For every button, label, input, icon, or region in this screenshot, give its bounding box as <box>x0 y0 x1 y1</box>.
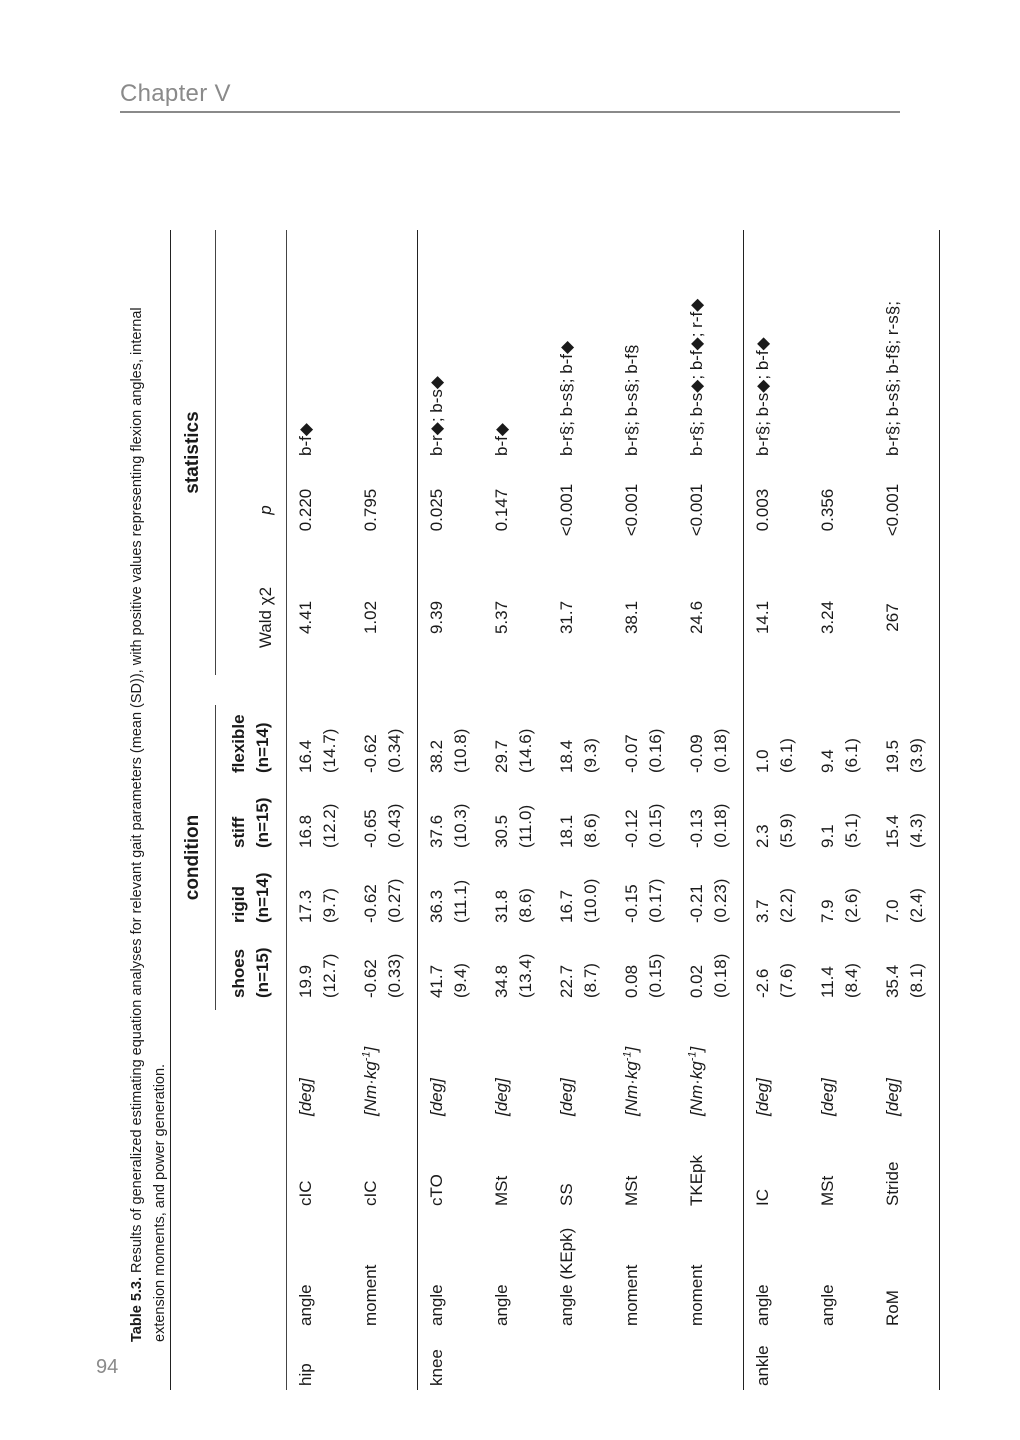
unit-cell <box>809 1010 874 1120</box>
mean-value: 0.02 <box>687 964 706 998</box>
value-cell <box>613 705 678 785</box>
unit-cell <box>613 1010 678 1120</box>
p-cell: 0.220 <box>296 488 315 532</box>
caption-text: Results of generalized estimating equation analyses for relevant gait parameters (mean (SD)), with positive values representing flexion angles, internal extension moments, and power generation. <box>129 307 168 1342</box>
mean-value: 36.3 <box>427 889 446 923</box>
sd-value: (8.4) <box>842 963 861 998</box>
sd-value: (0.23) <box>711 878 730 923</box>
sd-value: (0.15) <box>646 953 665 998</box>
sd-value: (12.2) <box>320 803 339 848</box>
sd-value: (13.4) <box>516 953 535 998</box>
table-row <box>287 230 352 1390</box>
value-cell <box>613 935 678 1010</box>
column-header-row <box>216 230 287 1390</box>
mean-value: 34.8 <box>492 964 511 998</box>
value-cell <box>287 705 352 785</box>
joint-cell: ankle <box>753 1345 772 1386</box>
header-rule <box>120 111 900 113</box>
parameter-cell: angle <box>492 1284 511 1326</box>
parameter-cell: moment <box>687 1264 706 1326</box>
unit-cell-text: [deg] <box>883 1078 902 1116</box>
chapter-header: Chapter V <box>120 80 231 107</box>
posthoc-cell: b-r§; b-s§; b-f§ <box>622 344 641 456</box>
event-cell: cIC <box>361 1180 380 1206</box>
value-cell <box>809 935 874 1010</box>
posthoc-cell <box>809 230 874 460</box>
value-cell <box>874 935 940 1010</box>
sd-value: (0.18) <box>711 953 730 998</box>
mean-value: -0.62 <box>361 959 380 998</box>
sd-value: (9.4) <box>451 963 470 998</box>
posthoc-cell: b-f◆ <box>296 423 315 456</box>
mean-value: 29.7 <box>492 739 511 773</box>
mean-value: 37.6 <box>427 814 446 848</box>
table-row <box>809 230 874 1390</box>
mean-value: -0.62 <box>361 734 380 773</box>
results-table <box>170 230 940 1390</box>
sd-value: (2.2) <box>777 888 796 923</box>
event-cell: cIC <box>296 1180 315 1206</box>
value-cell <box>809 705 874 785</box>
mean-value: 0.08 <box>622 964 641 998</box>
posthoc-cell <box>352 230 418 460</box>
joint-cell <box>874 1330 940 1390</box>
wald-cell: 9.39 <box>427 600 446 635</box>
sd-value: (7.6) <box>777 963 796 998</box>
posthoc-cell: b-r§; b-s◆; b-f◆ <box>753 337 772 456</box>
parameter-cell: angle (KEpk) <box>557 1227 576 1326</box>
unit-cell <box>287 1010 352 1120</box>
value-cell <box>352 785 418 860</box>
value-cell <box>744 705 809 785</box>
event-cell: cTO <box>427 1174 446 1206</box>
unit-cell <box>352 1010 418 1120</box>
sd-value: (0.27) <box>385 878 404 923</box>
wald-cell: 31.7 <box>557 600 576 635</box>
mean-value: 19.5 <box>883 739 902 773</box>
mean-value: -0.12 <box>622 809 641 848</box>
col-header-rigid: rigid (n=14) <box>229 872 272 923</box>
joint-cell: hip <box>296 1363 315 1386</box>
wald-cell: 38.1 <box>622 600 641 635</box>
value-cell <box>352 705 418 785</box>
value-cell <box>352 860 418 935</box>
sd-value: (11.0) <box>516 804 535 848</box>
mean-value: -0.09 <box>687 734 706 773</box>
sd-value: (8.1) <box>907 963 926 998</box>
p-cell: <0.001 <box>687 483 706 537</box>
sd-value: (8.6) <box>581 813 600 848</box>
p-cell: <0.001 <box>557 483 576 537</box>
wald-cell: 4.41 <box>296 600 315 635</box>
sd-value: (9.3) <box>581 738 600 773</box>
wald-cell: 1.02 <box>361 600 380 635</box>
sd-value: (3.9) <box>907 738 926 773</box>
sd-value: (12.7) <box>320 953 339 998</box>
value-cell <box>744 935 809 1010</box>
mean-value: -0.21 <box>687 884 706 923</box>
value-cell <box>678 785 744 860</box>
mean-value: 18.4 <box>557 739 576 773</box>
table-row <box>483 230 548 1390</box>
table-row <box>613 230 678 1390</box>
mean-value: 9.4 <box>818 749 837 773</box>
unit-cell <box>418 1010 483 1120</box>
value-cell <box>809 860 874 935</box>
sd-value: (8.7) <box>581 963 600 998</box>
table-row <box>352 230 418 1390</box>
mean-value: 30.5 <box>492 814 511 848</box>
value-cell <box>678 860 744 935</box>
event-cell: MSt <box>492 1175 511 1206</box>
value-cell <box>352 935 418 1010</box>
table-body <box>171 230 941 1390</box>
sd-value: (5.1) <box>842 813 861 848</box>
caption-label: Table 5.3. <box>129 1276 145 1342</box>
unit-cell <box>483 1010 548 1120</box>
sd-value: (8.6) <box>516 888 535 923</box>
table-row <box>548 230 613 1390</box>
mean-value: 2.3 <box>753 824 772 848</box>
sd-value: (0.43) <box>385 803 404 848</box>
unit-cell-text: [deg] <box>296 1078 315 1116</box>
joint-cell <box>483 1330 548 1390</box>
mean-value: 3.7 <box>753 899 772 923</box>
value-cell <box>809 785 874 860</box>
value-cell <box>613 785 678 860</box>
mean-value: 15.4 <box>883 814 902 848</box>
mean-value: 22.7 <box>557 964 576 998</box>
parameter-cell: angle <box>753 1284 772 1326</box>
event-cell: SS <box>557 1183 576 1206</box>
sd-value: (0.34) <box>385 728 404 773</box>
wald-cell: 24.6 <box>687 600 706 635</box>
sd-value: (0.16) <box>646 728 665 773</box>
value-cell <box>548 935 613 1010</box>
table-row <box>874 230 940 1390</box>
joint-cell <box>809 1330 874 1390</box>
page-number: 94 <box>96 1356 119 1378</box>
value-cell <box>744 785 809 860</box>
unit-cell-text: [deg] <box>427 1078 446 1116</box>
value-cell <box>678 935 744 1010</box>
joint-cell: knee <box>427 1349 446 1386</box>
unit-cell-text: [deg] <box>818 1078 837 1116</box>
sd-value: (10.8) <box>451 728 470 773</box>
unit-cell-text: $[Nm\cdot kg^{-1}]$ <box>360 1046 380 1116</box>
sd-value: (0.33) <box>385 953 404 998</box>
col-header-shoes: shoes (n=15) <box>229 947 272 998</box>
sd-value: (10.3) <box>451 803 470 848</box>
value-cell <box>548 785 613 860</box>
wald-cell: 5.37 <box>492 600 511 635</box>
p-cell: 0.795 <box>361 488 380 532</box>
unit-cell-text: [deg] <box>557 1078 576 1116</box>
unit-cell-text: $[Nm\cdot kg^{-1}]$ <box>686 1046 706 1116</box>
unit-cell <box>744 1010 809 1120</box>
col-header-stiff: stiff (n=15) <box>229 797 272 848</box>
value-cell <box>613 860 678 935</box>
joint-cell <box>548 1330 613 1390</box>
parameter-cell: RoM <box>883 1290 902 1326</box>
value-cell <box>874 705 940 785</box>
p-cell: 0.003 <box>753 488 772 532</box>
mean-value: 18.1 <box>557 814 576 848</box>
condition-group-header: condition <box>182 814 203 901</box>
value-cell <box>287 860 352 935</box>
parameter-cell: angle <box>296 1284 315 1326</box>
sd-value: (9.7) <box>320 888 339 923</box>
value-cell <box>548 860 613 935</box>
table-row <box>418 230 483 1390</box>
col-header-p: p <box>256 505 275 515</box>
value-cell <box>874 860 940 935</box>
p-cell: <0.001 <box>622 483 641 537</box>
value-cell <box>874 785 940 860</box>
sd-value: (0.15) <box>646 803 665 848</box>
table-row <box>744 230 809 1390</box>
event-cell: TKEpk <box>687 1154 706 1206</box>
event-cell: IC <box>753 1189 772 1206</box>
rotated-table-area <box>120 230 926 1390</box>
parameter-cell: angle <box>818 1284 837 1326</box>
event-cell: MSt <box>622 1175 641 1206</box>
mean-value: 16.4 <box>296 739 315 773</box>
unit-cell-text: $[Nm\cdot kg^{-1}]$ <box>621 1046 641 1116</box>
table-caption <box>126 242 172 1342</box>
mean-value: 19.9 <box>296 964 315 998</box>
sd-value: (0.18) <box>711 728 730 773</box>
value-cell <box>418 785 483 860</box>
value-cell <box>483 860 548 935</box>
sd-value: (14.6) <box>516 728 535 773</box>
value-cell <box>483 705 548 785</box>
mean-value: 16.7 <box>557 889 576 923</box>
mean-value: 38.2 <box>427 739 446 773</box>
table-row <box>678 230 744 1390</box>
value-cell <box>548 705 613 785</box>
posthoc-cell: b-r§; b-s§; b-f§; r-s§; <box>883 301 902 456</box>
sd-value: (2.6) <box>842 888 861 923</box>
wald-cell: 14.1 <box>753 600 772 635</box>
col-header-wald: Wald χ2 <box>256 586 275 649</box>
posthoc-cell: b-r§; b-s◆; b-f◆; r-f◆ <box>687 298 706 456</box>
event-cell: MSt <box>818 1175 837 1206</box>
mean-value: 9.1 <box>818 824 837 848</box>
mean-value: 7.0 <box>883 899 902 923</box>
value-cell <box>418 935 483 1010</box>
event-cell: Stride <box>883 1161 902 1206</box>
mean-value: 11.4 <box>818 966 837 998</box>
p-cell: 0.025 <box>427 488 446 532</box>
parameter-cell: moment <box>622 1264 641 1326</box>
sd-value: (6.1) <box>842 738 861 773</box>
unit-cell-text: [deg] <box>492 1078 511 1116</box>
sd-value: (11.1) <box>451 879 470 923</box>
mean-value: -0.13 <box>687 809 706 848</box>
p-cell: <0.001 <box>883 483 902 537</box>
sd-value: (5.9) <box>777 813 796 848</box>
mean-value: -0.65 <box>361 809 380 848</box>
col-header-flexible: flexible (n=14) <box>229 714 272 773</box>
group-header-row <box>171 230 216 1390</box>
p-cell: 0.147 <box>492 488 511 532</box>
parameter-cell: angle <box>427 1284 446 1326</box>
sd-value: (14.7) <box>320 728 339 773</box>
mean-value: -2.6 <box>753 968 772 998</box>
bottom-rule <box>940 230 941 1390</box>
sd-value: (4.3) <box>907 813 926 848</box>
sd-value: (10.0) <box>581 878 600 923</box>
mean-value: 31.8 <box>492 889 511 923</box>
value-cell <box>678 705 744 785</box>
mean-value: 35.4 <box>883 964 902 998</box>
value-cell <box>483 785 548 860</box>
sd-value: (0.17) <box>646 878 665 923</box>
wald-cell: 267 <box>883 603 902 632</box>
sd-value: (6.1) <box>777 738 796 773</box>
unit-cell <box>678 1010 744 1120</box>
joint-cell <box>613 1330 678 1390</box>
mean-value: -0.15 <box>622 884 641 923</box>
parameter-cell: moment <box>361 1264 380 1326</box>
statistics-group-header: statistics <box>182 411 203 494</box>
posthoc-cell: b-r◆; b-s◆ <box>427 376 446 456</box>
sd-value: (2.4) <box>907 888 926 923</box>
mean-value: 17.3 <box>296 889 315 923</box>
value-cell <box>483 935 548 1010</box>
mean-value: 16.8 <box>296 814 315 848</box>
value-cell <box>287 935 352 1010</box>
mean-value: 7.9 <box>818 899 837 923</box>
value-cell <box>744 860 809 935</box>
posthoc-cell: b-r§; b-s§; b-f◆ <box>557 340 576 456</box>
mean-value: -0.62 <box>361 884 380 923</box>
joint-cell <box>678 1330 744 1390</box>
unit-cell-text: [deg] <box>753 1078 772 1116</box>
posthoc-cell: b-f◆ <box>492 423 511 456</box>
unit-cell <box>874 1010 940 1120</box>
mean-value: 1.0 <box>753 749 772 773</box>
sd-value: (0.18) <box>711 803 730 848</box>
joint-cell <box>352 1330 418 1390</box>
unit-cell <box>548 1010 613 1120</box>
wald-cell: 3.24 <box>818 600 837 635</box>
mean-value: 41.7 <box>427 964 446 998</box>
value-cell <box>418 860 483 935</box>
mean-value: -0.07 <box>622 734 641 773</box>
p-cell: 0.356 <box>818 488 837 532</box>
value-cell <box>418 705 483 785</box>
value-cell <box>287 785 352 860</box>
